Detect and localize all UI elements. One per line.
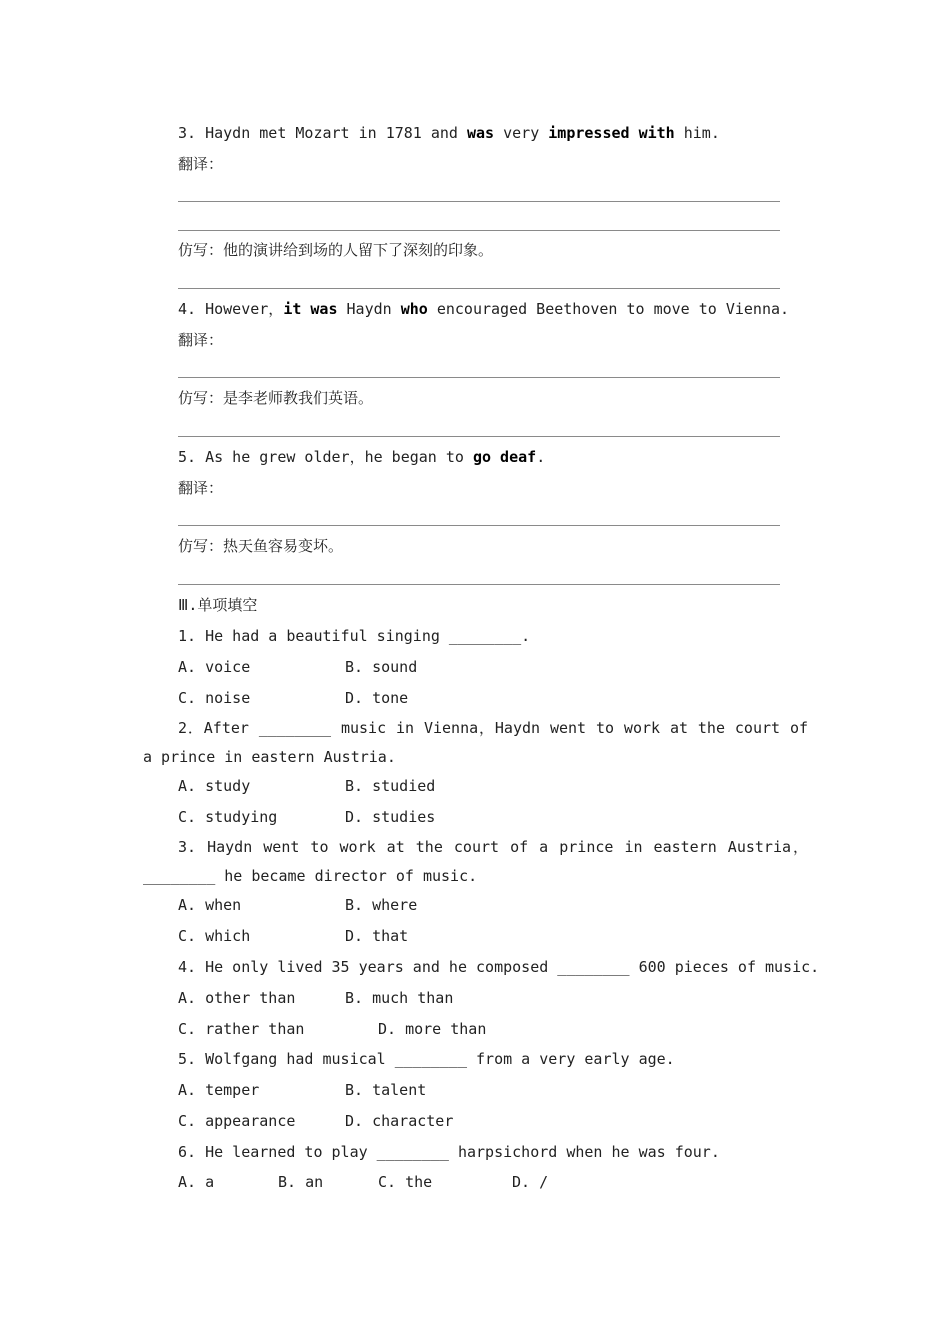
option-a[interactable]: A. study [178, 777, 251, 795]
sentence-4-text: Haydn [337, 300, 401, 318]
option-c[interactable]: C. rather than [178, 1020, 305, 1038]
sentence-5 [178, 447, 545, 467]
sentence-5-text: . [536, 448, 546, 466]
sentence-4-keyword: it was [283, 300, 338, 318]
sentence-4-text: encouraged Beethoven to move to Vienna. [427, 300, 790, 318]
sentence-4-text: 4. However， [178, 300, 284, 318]
answer-line[interactable] [178, 525, 780, 526]
answer-line[interactable] [178, 230, 780, 231]
option-a[interactable]: A. voice [178, 658, 251, 676]
option-a[interactable]: A. a [178, 1173, 215, 1191]
option-c[interactable]: C. appearance [178, 1112, 296, 1130]
imitate-prompt: 仿写：热天鱼容易变坏。 [178, 537, 344, 555]
sentence-4 [178, 299, 789, 319]
option-b[interactable]: B. where [345, 896, 418, 914]
option-b[interactable]: B. an [278, 1173, 324, 1191]
sentence-3-keyword: impressed with [548, 124, 675, 142]
question-4-stem: 4. He only lived 35 years and he composed ________ 600 pieces of music. [178, 958, 820, 976]
section-title: Ⅲ.单项填空 [178, 596, 258, 614]
sentence-3-text: him. [674, 124, 720, 142]
option-a[interactable]: A. temper [178, 1081, 260, 1099]
translate-label: 翻译： [178, 479, 224, 497]
question-2-stem: 2．After ________ music in Vienna，Haydn went to work at the court of a prince in eastern Austria. [143, 719, 808, 766]
answer-line[interactable] [178, 288, 780, 289]
option-d[interactable]: D. character [345, 1112, 454, 1130]
question-6-stem: 6. He learned to play ________ harpsichord when he was four. [178, 1143, 720, 1161]
question-3-stem: 3. Haydn went to work at the court of a prince in eastern Austria，________ he became director of music. [143, 838, 808, 885]
translate-label: 翻译： [178, 155, 224, 173]
option-a[interactable]: A. other than [178, 989, 296, 1007]
question-5-stem: 5. Wolfgang had musical ________ from a very early age. [178, 1050, 675, 1068]
sentence-3-keyword: was [466, 124, 495, 142]
imitate-prompt: 仿写：他的演讲给到场的人留下了深刻的印象。 [178, 241, 494, 259]
sentence-4-keyword: who [400, 300, 428, 318]
option-c[interactable]: C. studying [178, 808, 278, 826]
option-b[interactable]: B. sound [345, 658, 418, 676]
sentence-3-text: 3. Haydn met Mozart in 1781 and [178, 124, 467, 142]
option-c[interactable]: C. which [178, 927, 251, 945]
answer-line[interactable] [178, 584, 780, 585]
option-c[interactable]: C. the [378, 1173, 433, 1191]
translate-label: 翻译： [178, 331, 224, 349]
sentence-3-text: very [494, 124, 549, 142]
imitate-prompt: 仿写：是李老师教我们英语。 [178, 389, 374, 407]
question-1-stem: 1. He had a beautiful singing ________. [178, 627, 531, 645]
answer-line[interactable] [178, 201, 780, 202]
answer-line[interactable] [178, 436, 780, 437]
sentence-5-keyword: go deaf [472, 448, 537, 466]
option-b[interactable]: B. much than [345, 989, 454, 1007]
answer-line[interactable] [178, 377, 780, 378]
option-d[interactable]: D. more than [378, 1020, 487, 1038]
option-a[interactable]: A. when [178, 896, 242, 914]
option-d[interactable]: D. / [512, 1173, 549, 1191]
option-b[interactable]: B. studied [345, 777, 436, 795]
option-d[interactable]: D. studies [345, 808, 436, 826]
option-d[interactable]: D. tone [345, 689, 409, 707]
option-b[interactable]: B. talent [345, 1081, 427, 1099]
sentence-3 [178, 123, 720, 143]
sentence-5-text: 5. As he grew older，he began to [178, 448, 473, 466]
option-d[interactable]: D. that [345, 927, 409, 945]
option-c[interactable]: C. noise [178, 689, 251, 707]
